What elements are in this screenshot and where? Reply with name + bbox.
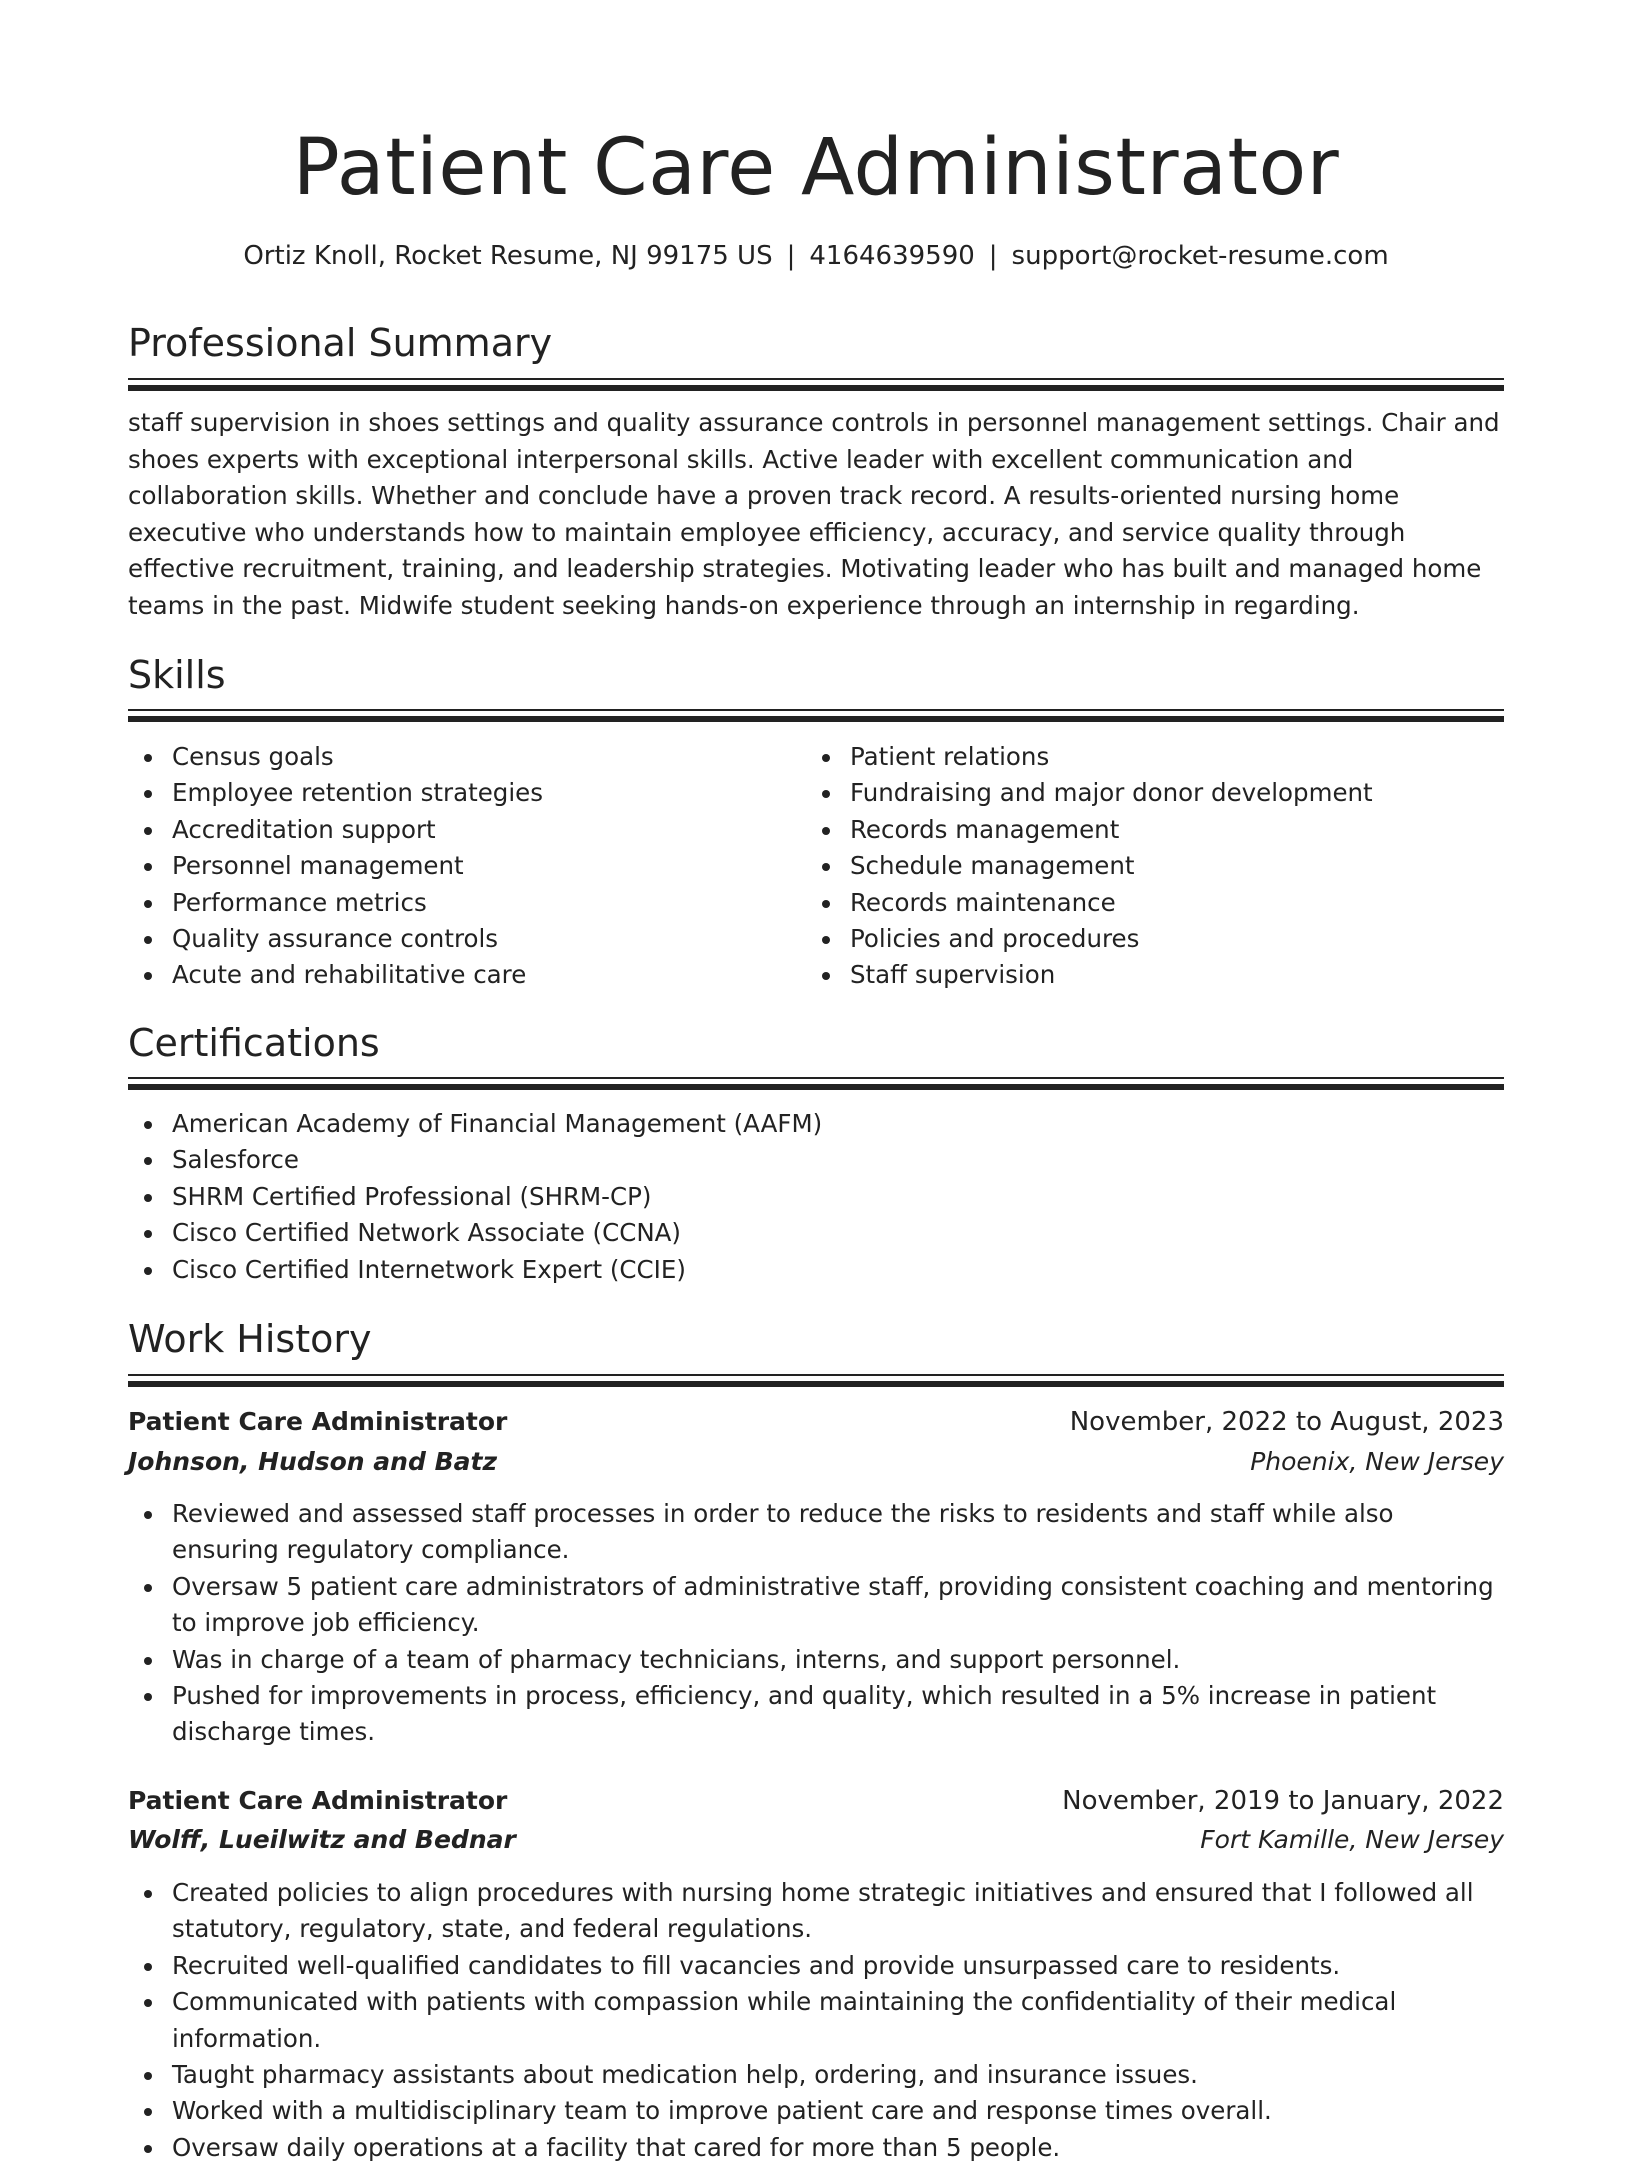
job-title: Patient Care Administrator xyxy=(128,1407,508,1436)
certifications-list xyxy=(128,1106,1504,1288)
section-divider xyxy=(128,709,1504,721)
list-item: Was in charge of a team of pharmacy technicians, interns, and support personnel. xyxy=(172,1642,1504,1678)
job-duties-list xyxy=(128,1496,1504,1751)
job-dates: November, 2019 to January, 2022 xyxy=(1062,1786,1504,1816)
email-address: support@rocket-resume.com xyxy=(1011,241,1389,271)
list-item: Records maintenance xyxy=(850,885,1504,921)
list-item: Policies and procedures xyxy=(850,921,1504,957)
list-item: Acute and rehabilitative care xyxy=(172,957,768,993)
section-divider xyxy=(128,1374,1504,1386)
address: Ortiz Knoll, Rocket Resume, NJ 99175 US xyxy=(243,241,773,271)
section-divider xyxy=(128,378,1504,390)
job-duties-list xyxy=(128,1875,1504,2166)
section-divider xyxy=(128,1077,1504,1089)
list-item: Salesforce xyxy=(172,1142,1504,1178)
list-item: Quality assurance controls xyxy=(172,921,768,957)
section-heading-summary: Professional Summary xyxy=(128,321,553,365)
list-item: Employee retention strategies xyxy=(172,775,768,811)
list-item: Fundraising and major donor development xyxy=(850,775,1504,811)
list-item: SHRM Certified Professional (SHRM-CP) xyxy=(172,1179,1504,1215)
list-item: Communicated with patients with compassion while maintaining the confidentiality of their medical information. xyxy=(172,1984,1504,2057)
job-company: Johnson, Hudson and Batz xyxy=(128,1447,497,1476)
contact-separator: | xyxy=(786,241,796,271)
list-item: Records management xyxy=(850,812,1504,848)
list-item: Performance metrics xyxy=(172,885,768,921)
job-company: Wolff, Lueilwitz and Bednar xyxy=(128,1825,516,1854)
skills-list-right xyxy=(806,739,1504,994)
contact-separator: | xyxy=(988,241,998,271)
list-item: Worked with a multidisciplinary team to improve patient care and response times overall. xyxy=(172,2093,1504,2129)
job-title: Patient Care Administrator xyxy=(128,1786,508,1815)
summary-text: staff supervision in shoes settings and quality assurance controls in personnel management settings. Chair and shoes experts with exceptional interpersonal skills. Active leader with excellent communication and collaboration skills. Whether and conclude have a proven track record. A results-oriented nursing home executive who understands how to maintain employee efficiency, accuracy, and service quality through effective recruitment, training, and leadership strategies. Motivating leader who has built and managed home teams in the past. Midwife student seeking hands-on experience through an internship in regarding. xyxy=(128,408,1500,620)
job-location: Fort Kamille, New Jersey xyxy=(1200,1825,1504,1854)
list-item: Schedule management xyxy=(850,848,1504,884)
list-item: Staff supervision xyxy=(850,957,1504,993)
job-company-row xyxy=(128,1820,1504,1860)
job-header-row xyxy=(128,1402,1504,1442)
list-item: Pushed for improvements in process, efficiency, and quality, which resulted in a 5% increase in patient discharge times. xyxy=(172,1678,1504,1751)
job-dates: November, 2022 to August, 2023 xyxy=(1069,1407,1504,1437)
section-heading-skills: Skills xyxy=(128,653,226,697)
job-header-row xyxy=(128,1781,1504,1821)
job-duties xyxy=(128,1496,1504,1751)
list-item: Personnel management xyxy=(172,848,768,884)
job-location: Phoenix, New Jersey xyxy=(1250,1447,1504,1476)
list-item: Census goals xyxy=(172,739,768,775)
job-duties xyxy=(128,1875,1504,2166)
section-heading-work-history: Work History xyxy=(128,1317,372,1361)
list-item: Reviewed and assessed staff processes in order to reduce the risks to residents and staff while also ensuring regulatory compliance. xyxy=(172,1496,1504,1569)
list-item: Created policies to align procedures with nursing home strategic initiatives and ensured that I followed all statutory, regulatory, state, and federal regulations. xyxy=(172,1875,1504,1948)
list-item: Oversaw 5 patient care administrators of administrative staff, providing consistent coaching and mentoring to improve job efficiency. xyxy=(172,1569,1504,1642)
list-item: American Academy of Financial Management (AAFM) xyxy=(172,1106,1504,1142)
certifications-block xyxy=(128,1106,1504,1288)
list-item: Cisco Certified Network Associate (CCNA) xyxy=(172,1215,1504,1251)
skills-list-left xyxy=(128,739,768,994)
skills-column-left xyxy=(128,739,768,994)
list-item: Taught pharmacy assistants about medication help, ordering, and insurance issues. xyxy=(172,2057,1504,2093)
section-heading-certifications: Certifications xyxy=(128,1021,380,1065)
list-item: Recruited well-qualified candidates to fill vacancies and provide unsurpassed care to residents. xyxy=(172,1948,1504,1984)
list-item: Patient relations xyxy=(850,739,1504,775)
resume-title: Patient Care Administrator xyxy=(292,123,1340,213)
skills-column-right xyxy=(806,739,1504,994)
list-item: Oversaw daily operations at a facility that cared for more than 5 people. xyxy=(172,2130,1504,2166)
job-company-row xyxy=(128,1442,1504,1482)
contact-line xyxy=(128,238,1504,274)
list-item: Cisco Certified Internetwork Expert (CCIE) xyxy=(172,1252,1504,1288)
phone-number: 4164639590 xyxy=(809,241,975,271)
list-item: Accreditation support xyxy=(172,812,768,848)
